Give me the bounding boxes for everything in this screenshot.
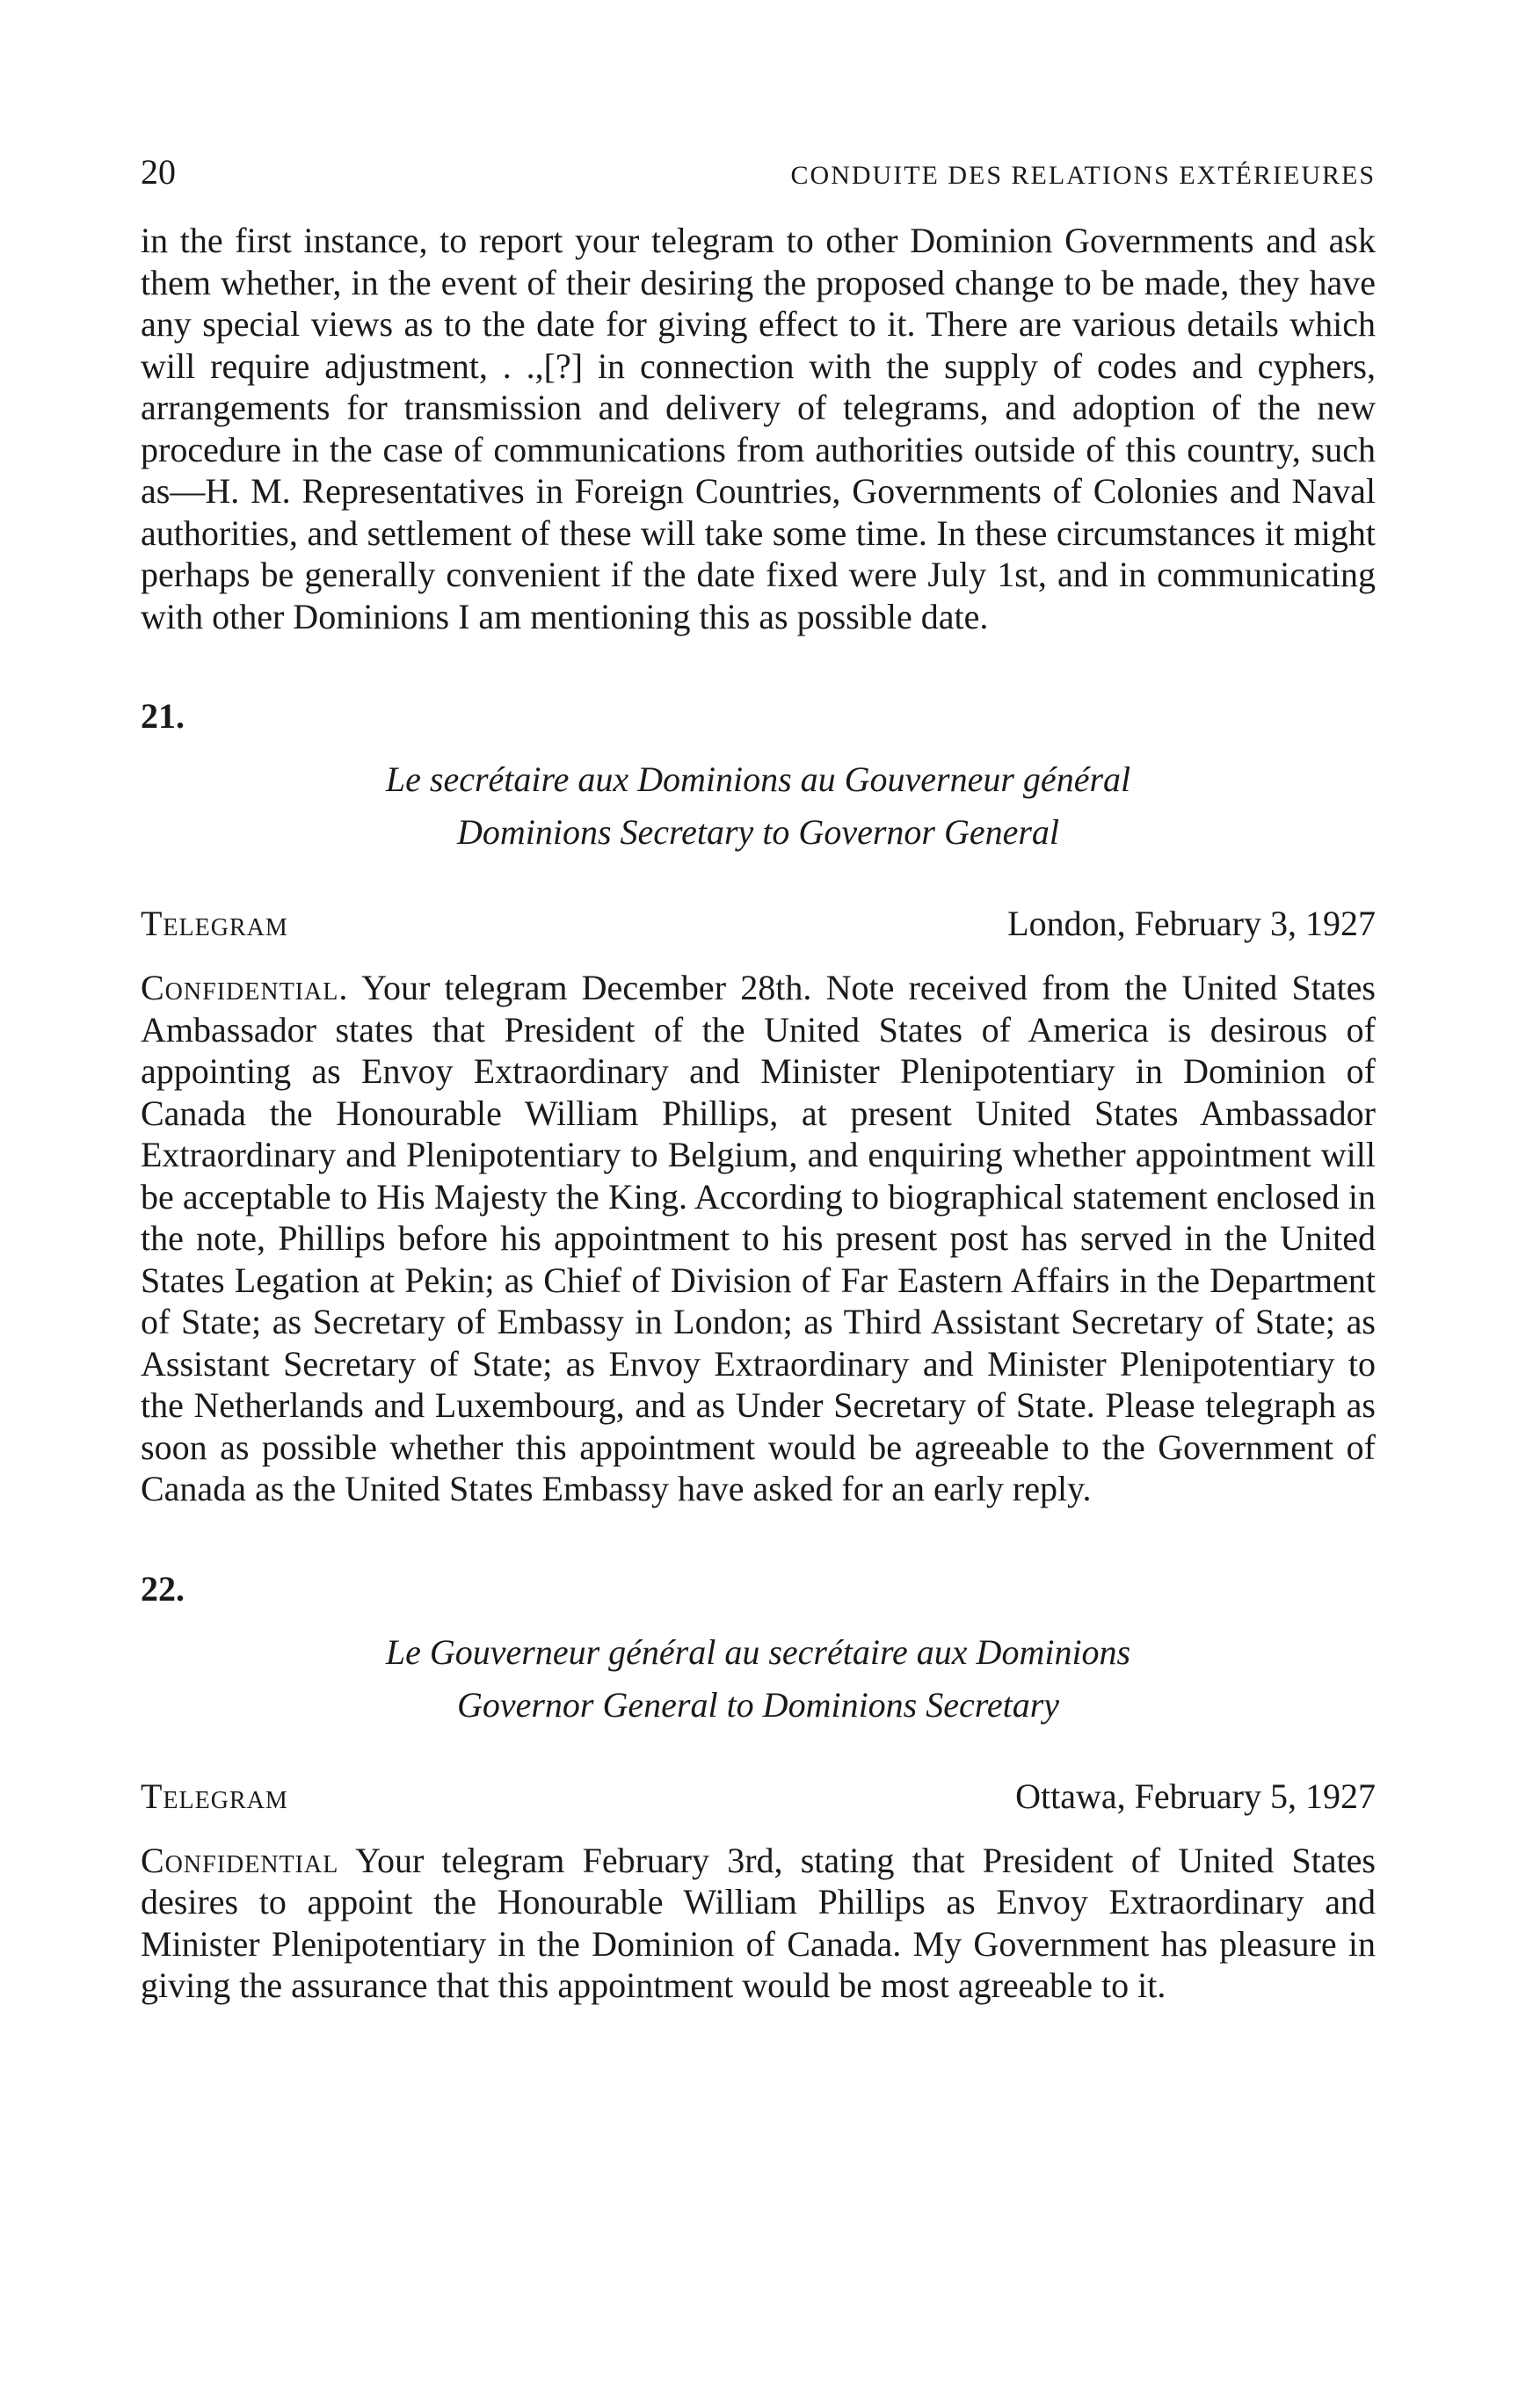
document-body (141, 1840, 1376, 2007)
telegram-meta (141, 1776, 1376, 1817)
running-head (141, 151, 1376, 204)
document-number: 22. (141, 1568, 185, 1609)
heading-french: Le secrétaire aux Dominions au Gouverneur général (385, 759, 1131, 799)
place-date: Ottawa, February 5, 1927 (1015, 1776, 1376, 1816)
document-type: Telegram (141, 1776, 288, 1816)
telegram-meta (141, 903, 1376, 944)
classification-label: Confidential (141, 1840, 339, 1880)
body-text: Your telegram February 3rd, stating that President of United States desires to appoint the Honourable William Phillips as Envoy Extraordinary and Minister Plenipotentiary in the Dominion of Canada. My Government has pleasure in giving the assurance that this appointment would be most agreeable to it. (141, 1840, 1377, 2005)
place-date: London, February 3, 1927 (1007, 904, 1376, 943)
continuation-paragraph: in the first instance, to report your telegram to other Dominion Governments and ask them whether, in the event of their desiring the proposed change to be made, they have any special views as to the date for giving effect to it. There are various details which will require adjustment, . .,[?] in connection with the supply of codes and cyphers, arrangements for transmission and delivery of telegrams, and adoption of the new procedure in the case of communications from authorities outside of this country, such as—H. M. Representatives in Foreign Countries, Governments of Colonies and Naval authorities, and settlement of these will take some time. In these circumstances it might perhaps be generally convenient if the date fixed were July 1st, and in communicating with other Dominions I am mentioning this as possible date. (141, 221, 1376, 636)
heading-french: Le Gouverneur général au secrétaire aux Dominions (385, 1631, 1131, 1672)
heading-english: Dominions Secretary to Governor General (456, 812, 1060, 852)
document-page (141, 151, 1376, 2007)
document-body (141, 967, 1376, 1510)
classification-label: Confidential. (141, 968, 349, 1007)
document-number: 21. (141, 696, 185, 736)
page-number: 20 (141, 152, 176, 192)
document-type: Telegram (141, 904, 288, 943)
body-text: Your telegram December 28th. Note received from the United States Ambassador states that President of the United States of America is desirous of appointing as Envoy Extraordinary and Minister Plenipotentiary in Dominion of Canada the Honourable William Phillips, at present United States Ambassador Extraordinary and Plenipotentiary to Belgium, and enquiring whether appointment will be acceptable to His Majesty the King. According to biographical statement enclosed in the note, Phillips before his appointment to his present post has served in the United States Legation at Pekin; as Chief of Division of Far Eastern Affairs in the Department of State; as Secretary of Embassy in London; as Third Assistant Secretary of State; as Assistant Secretary of State; as Envoy Extraordinary and Minister Plenipotentiary to the Netherlands and Luxembourg, and as Under Secretary of State. Please telegraph as soon as possible whether this appointment would be agreeable to the Government of Canada as the United States Embassy have asked for an early reply. (141, 968, 1376, 1508)
heading-english: Governor General to Dominions Secretary (456, 1684, 1060, 1725)
document-22 (141, 1568, 1376, 2007)
document-21 (141, 695, 1376, 1510)
running-title: CONDUITE DES RELATIONS EXTÉRIEURES (790, 161, 1376, 190)
